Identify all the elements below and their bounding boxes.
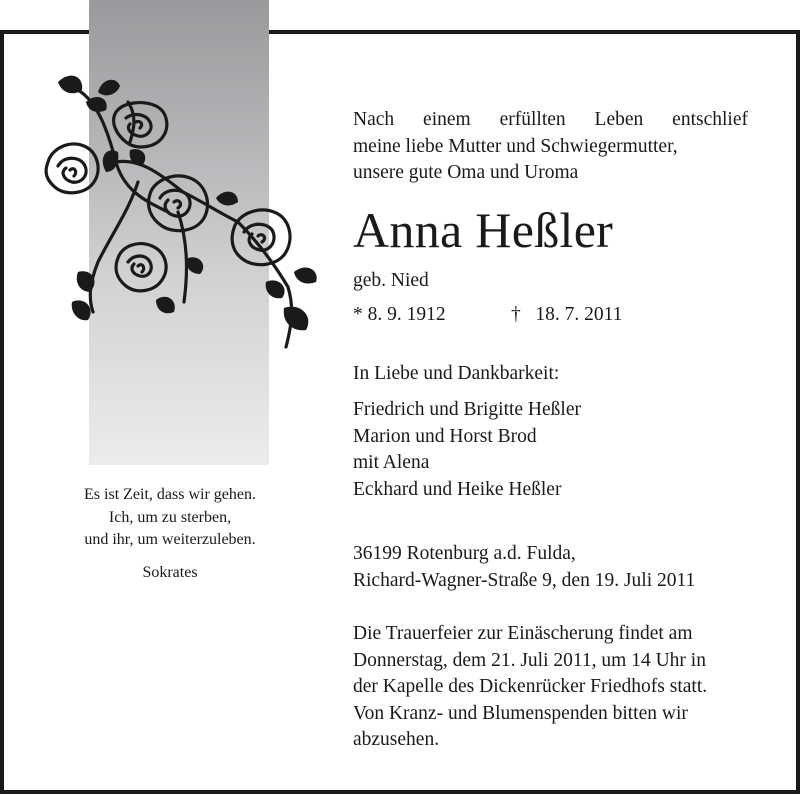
family-list	[353, 397, 748, 503]
intro-line: Nach einem erfüllten Leben entschlief	[353, 109, 748, 130]
quote-author: Sokrates	[142, 563, 198, 581]
intro-line: unsere gute Oma und Uroma	[353, 162, 579, 183]
deceased-name: Anna Heßler	[353, 202, 614, 258]
death-date: † 18. 7. 2011	[511, 304, 623, 325]
address-block	[353, 541, 748, 594]
family-member: Eckhard und Heike Heßler	[353, 478, 562, 500]
service-line: abzusehen.	[353, 729, 440, 750]
maiden-name: geb. Nied	[353, 270, 429, 291]
service-line: der Kapelle des Dickenrücker Friedhofs statt.	[353, 676, 708, 697]
life-dates	[353, 302, 748, 329]
quote-line: und ihr, um weiterzuleben.	[84, 531, 256, 548]
service-line: Von Kranz- und Blumenspenden bitten wir	[353, 702, 688, 724]
quote-block	[40, 484, 300, 584]
service-line: Donnerstag, dem 21. Juli 2011, um 14 Uhr in	[353, 649, 706, 671]
address-line: Richard-Wagner-Straße 9, den 19. Juli 2011	[353, 569, 696, 591]
address-line: 36199 Rotenburg a.d. Fulda,	[353, 543, 576, 564]
quote-line: Ich, um zu sterben,	[108, 508, 232, 526]
intro-text	[353, 107, 748, 187]
thanks-heading: In Liebe und Dankbarkeit:	[353, 363, 560, 384]
intro-line: meine liebe Mutter und Schwiegermutter,	[353, 135, 678, 157]
family-member: Friedrich und Brigitte Heßler	[353, 399, 581, 420]
quote-line: Es ist Zeit, dass wir gehen.	[84, 486, 256, 503]
family-member: Marion und Horst Brod	[353, 425, 537, 447]
roses-illustration	[38, 62, 328, 362]
service-info	[353, 621, 748, 754]
service-line: Die Trauerfeier zur Einäscherung findet am	[353, 623, 693, 644]
family-member: mit Alena	[353, 452, 430, 473]
birth-date: * 8. 9. 1912	[353, 304, 446, 325]
